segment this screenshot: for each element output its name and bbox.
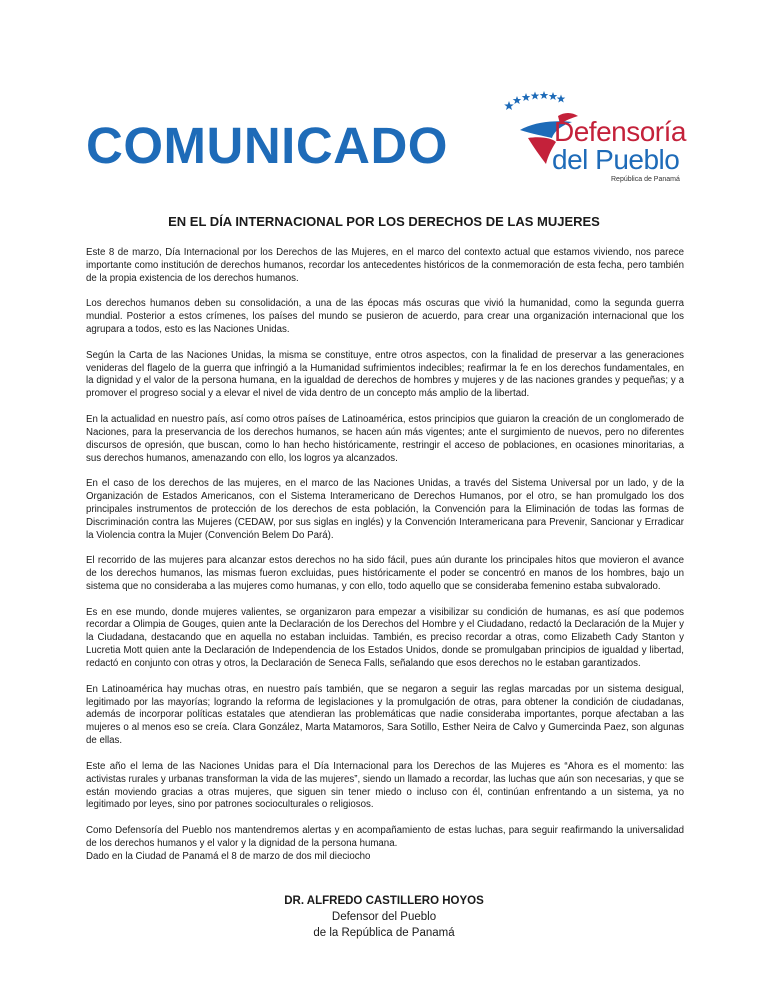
paragraph: Como Defensoría del Pueblo nos mantendremos alertas y en acompañamiento de estas luchas, para seguir reafirmando la universalidad de los derechos humanos y el valor y la dignidad de la persona humana. <box>86 824 684 849</box>
logo-subtitle: República de Panamá <box>611 176 680 183</box>
paragraph: En Latinoamérica hay muchas otras, en nuestro país también, que se negaron a seguir las reglas marcadas por un sistema desigual, legitimado por las mayorías; logrando la reforma de legislaciones y la promulgación de otras, para obtener la condición de ciudadanas, además de incorporar políticas estatales que atendieran las problemáticas que nadie consideraba importantes, porque afectaban a las mujeres o al menos eso se creía. Clara González, Marta Matamoros, Sara Sotillo, Esther Neira de Calvo y Gumercinda Paez, son algunas de ellas. <box>86 683 684 747</box>
logo-name-line2: del Pueblo <box>552 144 680 175</box>
signatory-role-line2: de la República de Panamá <box>313 927 455 939</box>
date-line: Dado en la Ciudad de Panamá el 8 de marzo de dos mil dieciocho <box>86 851 371 862</box>
paragraph: Este año el lema de las Naciones Unidas para el Día Internacional para los Derechos de las Mujeres es “Ahora es el momento: las activistas rurales y urbanas transforman la vida de las mujeres”, siendo un llamado a recordar, las luchas que aún son necesarias, y que se están moviendo gracias a otras mujeres, que siguen sin tener miedo o incluso con él, continúan enfrentando a un sistema, ya no legitimado por leyes, sino por patrones socioculturales o religiosos. <box>86 760 684 811</box>
document-body <box>86 247 684 863</box>
paragraph: Este 8 de marzo, Día Internacional por los Derechos de las Mujeres, en el marco del contexto actual que estamos viviendo, nos parece importante como institución de derechos humanos, recordar los antecedentes históricos de la conmemoración de esta fecha, pero también de la propia existencia de los derechos humanos. <box>86 247 684 284</box>
paragraph: Es en ese mundo, donde mujeres valientes, se organizaron para empezar a visibilizar su condición de humanas, es así que podemos recordar a Olimpia de Gouges, quien ante la Declaración de los Derechos del Hombre y el Ciudadano, redactó la Declaración de la Mujer y la Ciudadana, destacando que en aquella no estaban incluidas. También, es preciso recordar a otras, como Elizabeth Cady Stanton y Lucretia Mott quien ante la Declaración de Independencia de los Estados Unidos, donde se promulgaban principios de igualdad y libertad, redactó en conjunto con otras y otros, la Declaración de Seneca Falls, señalando que esos derechos no le estaban garantizados. <box>86 606 684 670</box>
logo-name-line1: Defensoría <box>554 116 686 147</box>
signature-block <box>0 893 768 941</box>
document-header <box>0 0 768 200</box>
document-heading: EN EL DÍA INTERNACIONAL POR LOS DERECHOS DE LAS MUJERES <box>168 214 600 229</box>
signatory-name: DR. ALFREDO CASTILLERO HOYOS <box>284 895 484 907</box>
page-title: COMUNICADO <box>86 117 448 174</box>
paragraph: El recorrido de las mujeres para alcanzar estos derechos no ha sido fácil, pues aún durante los principales hitos que movieron el avance de los derechos humanos, las mismas fueron excluidas, pues históricamente el poder se concentró en manos de los hombres, bajo un sistema que no consideraba a las mujeres como humanas, y con ello, todo aquello que se consideraba femenino estaba subvalorado. <box>86 555 684 592</box>
paragraph: En la actualidad en nuestro país, así como otros países de Latinoamérica, estos principios que guiaron la creación de un conglomerado de Naciones, para la preservancia de los derechos humanos, se hacen aún más vigentes; ante el surgimiento de nuevos, pero no diferentes discursos de opresión, que buscan, como lo han hecho históricamente, restringir el acceso de poblaciones, en ocasiones minoritarias, a sus derechos humanos, amenazando con ello, los logros ya alcanzados. <box>86 413 684 464</box>
paragraph: En el caso de los derechos de las mujeres, en el marco de las Naciones Unidas, a través del Sistema Universal por un lado, y de la Organización de Estados Americanos, con el Sistema Interamericano de Derechos Humanos, por el otro, se han promulgado los dos principales instrumentos de protección de los derechos de esta población, la Convención para la Eliminación de todas las formas de Discriminación contra las Mujeres (CEDAW, por sus siglas en inglés) y la Convención Interamericana para Prevenir, Sancionar y Erradicar la Violencia contra la Mujer (Convención Belem Do Pará). <box>86 478 684 541</box>
stars-arc-icon <box>504 91 565 110</box>
paragraph: Según la Carta de las Naciones Unidas, la misma se constituye, entre otros aspectos, con la finalidad de preservar a las generaciones venideras del flagelo de la guerra que infringió a la Humanidad sufrimientos indecibles; reafirmar la fe en los derechos fundamentales, en la dignidad y el valor de la persona humana, en la igualdad de derechos de hombres y mujeres y de las naciones grandes y pequeñas; y a promover el progreso social y a elevar el nivel de vida dentro de un concepto más amplio de la libertad. <box>86 349 684 400</box>
paragraph: Los derechos humanos deben su consolidación, a una de las épocas más oscuras que vivió la humanidad, como la segunda guerra mundial. Posterior a estos crímenes, los países del mundo se pusieron de acuerdo, para crear una organización internacional que los agrupara a todos, esto es las Naciones Unidas. <box>86 298 684 336</box>
signatory-role-line1: Defensor del Pueblo <box>331 911 437 923</box>
